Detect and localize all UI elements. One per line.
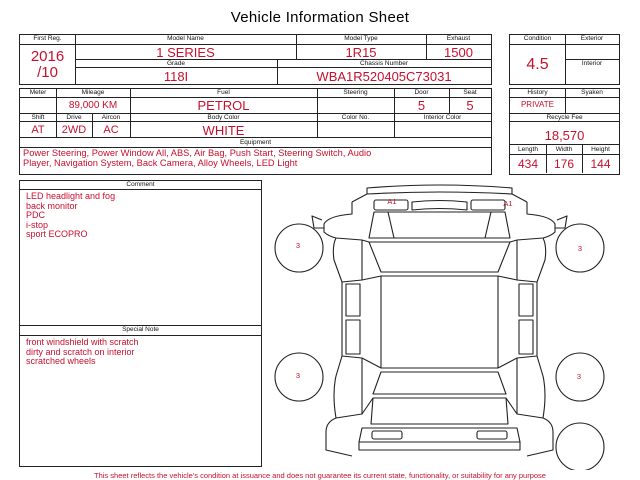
syaken-label: Syaken (581, 89, 603, 96)
mark-a1-left: A1 (387, 197, 397, 206)
mark-a1-right: A1 (503, 199, 513, 208)
first-reg-year: 2016 (30, 48, 65, 65)
exhaust-label: Exhaust (446, 35, 471, 42)
height-label: Height (591, 146, 610, 153)
mileage-label: Mileage (81, 89, 105, 96)
special-note-label: Special Note (122, 326, 159, 333)
mileage-value: 89,000 KM (68, 99, 118, 111)
comment-line: sport ECOPRO (26, 229, 88, 239)
comment-line: LED headlight and fog (26, 191, 116, 201)
vehicle-spec-table (19, 88, 492, 138)
equipment-line: Player, Navigation System, Back Camera, Alloy Wheels, LED Light (23, 157, 298, 168)
shift-label: Shift (31, 114, 45, 121)
exhaust-value: 1500 (444, 44, 473, 60)
model-name-value: 1 SERIES (156, 44, 215, 60)
recycle-fee-value: 18,570 (544, 128, 585, 143)
drive-value: 2WD (61, 123, 87, 136)
condition-label: Condition (523, 35, 552, 42)
model-type-label: Model Type (344, 35, 378, 42)
comment-label: Comment (126, 181, 155, 188)
mark-wheel-fl: 3 (295, 241, 301, 250)
width-value: 176 (553, 157, 575, 171)
mark-wheel-rr: 3 (576, 372, 582, 381)
seat-label: Seat (463, 89, 477, 96)
comment-box (19, 180, 262, 467)
first-reg-label: First Reg. (33, 35, 62, 42)
aircon-label: Aircon (101, 114, 121, 121)
length-value: 434 (517, 157, 539, 171)
recycle-fee-label: Recycle Fee (546, 114, 583, 121)
condition-grade: 4.5 (526, 56, 549, 73)
special-note-line: front windshield with scratch (26, 337, 139, 347)
model-info-table (19, 34, 492, 85)
interior-label: Interior (581, 60, 603, 67)
fuel-label: Fuel (217, 89, 230, 96)
comment-line: back monitor (26, 200, 78, 211)
chassis-number-label: Chassis Number (359, 59, 409, 67)
comment-line: i-stop (26, 219, 49, 230)
door-value: 5 (417, 98, 426, 113)
width-label: Width (555, 146, 573, 153)
equipment-table (19, 138, 492, 175)
mark-wheel-fr: 3 (577, 244, 583, 253)
equipment-label: Equipment (239, 139, 272, 146)
seat-value: 5 (466, 98, 474, 113)
comment-list (26, 192, 115, 240)
page-title: Vehicle Information Sheet (230, 9, 410, 26)
spare-wheel (556, 423, 604, 470)
equipment-list (23, 149, 371, 168)
special-note-line: dirty and scratch on interior (26, 346, 135, 357)
car-damage-diagram (262, 180, 640, 470)
dimensions-table (509, 145, 620, 175)
comment-line: PDC (26, 210, 46, 220)
grade-value: 118I (163, 69, 189, 84)
chassis-number-value: WBA1R520405C73031 (316, 69, 452, 84)
exterior-label: Exterior (580, 35, 604, 42)
aircon-value: AC (103, 123, 119, 136)
history-value: PRIVATE (520, 100, 555, 109)
shift-value: AT (31, 123, 45, 136)
length-label: Length (518, 146, 538, 153)
special-note-line: scratched wheels (26, 356, 96, 366)
mark-wheel-rl: 3 (295, 371, 301, 380)
fuel-value: PETROL (197, 98, 250, 113)
door-label: Door (414, 89, 429, 96)
history-table (509, 88, 620, 145)
steering-label: Steering (343, 89, 368, 96)
color-no-label: Color No. (341, 114, 370, 121)
drive-label: Drive (66, 114, 82, 121)
special-note-list (26, 338, 139, 367)
height-value: 144 (590, 157, 611, 171)
model-type-value: 1R15 (345, 44, 377, 60)
disclaimer-footer: This sheet reflects the vehicle's condition at issuance and does not guarantee its current state, functionality, or suitability for any purpose (94, 471, 546, 480)
body-color-value: WHITE (202, 122, 245, 138)
meter-label: Meter (29, 89, 47, 96)
grade-label: Grade (166, 59, 186, 67)
interior-color-label: Interior Color (423, 114, 462, 121)
history-label: History (527, 89, 548, 96)
condition-table (509, 34, 620, 85)
body-color-label: Body Color (207, 114, 240, 121)
model-name-label: Model Name (167, 35, 204, 42)
first-reg-month: /10 (37, 64, 58, 81)
equipment-line: Power Steering, Power Window All, ABS, Air Bag, Push Start, Steering Switch, Audio (23, 148, 372, 158)
